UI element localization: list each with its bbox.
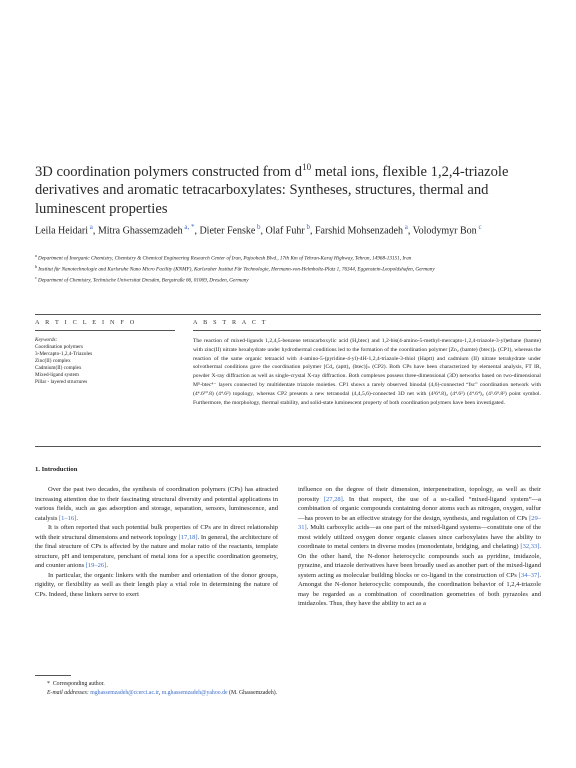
author-list (35, 221, 541, 238)
footnote-rule (35, 675, 71, 676)
article-info-heading: A R T I C L E I N F O (35, 319, 137, 326)
body-text: . Multi carboxylic acids—as one part of the mixed-ligand systems—constitute one of the most widely utilized oxygen donor organic classes since carboxylates have the ability to coordinate to metal centers in diverse modes (monodentate, bridging, and chelating) (298, 524, 541, 550)
citation-link[interactable]: [34–37] (518, 571, 540, 579)
affiliations (35, 252, 541, 285)
author-affiliation-mark[interactable]: b (304, 223, 310, 231)
abstract-heading: A B S T R A C T (193, 319, 268, 326)
body-text: influence on the degree of their dimension, interpenetration, topology, as well as their porosity (298, 486, 541, 503)
author-name[interactable]: Olaf Fuhr (265, 225, 305, 237)
author-affiliation-mark[interactable]: c (476, 223, 482, 231)
email-label: E-mail addresses: (47, 689, 89, 696)
body-text: . (76, 514, 78, 522)
keyword: Coordination polymers (35, 344, 83, 350)
affiliation (35, 263, 541, 274)
body-text: Over the past two decades, the synthesis of coordination polymers (CPs) has attracted increasing attention due to their fascinating structural diversity and potential applications in various fields, such as gas adsorption and storage, separation, sensors, luminescence, and catalysis (35, 486, 278, 522)
citation-link[interactable]: [19–26] (85, 562, 107, 569)
keyword: Mixed-ligand system (35, 372, 79, 378)
email-link-1[interactable]: mghassemzadeh@ccerci.ac.ir (90, 689, 159, 696)
keywords-title: Keywords: (35, 337, 58, 343)
author-affiliation-mark[interactable]: a (88, 223, 93, 231)
article-title: 3D coordination polymers constructed from $d^{10}$ metal ions, flexible 1,2,4-triazole derivatives and aromatic tetracarboxylates: Syntheses, structures, thermal and luminescent properties (35, 162, 509, 217)
citation-link[interactable]: [32,33] (520, 543, 540, 550)
affiliation-mark: a (35, 253, 38, 258)
keyword: 3-Mercapto-1,2,4-Triazoles (35, 351, 93, 357)
divider (35, 314, 541, 315)
keyword: Cadmium(II) complex (35, 365, 82, 371)
body-column-left (35, 485, 278, 599)
email-separator: , (158, 689, 162, 696)
author-separator: , (407, 225, 413, 237)
body-text: . In that respect, the use of a so-called “mixed-ligand system”—a combination of organic compounds containing donor atoms such as nitrogen, oxygen, sulfur—has proven to be an effective strategy for the design, synthesis, and regulation of CPs (298, 495, 541, 522)
body-paragraph (35, 571, 278, 600)
section-heading-introduction: 1. Introduction (35, 466, 78, 473)
author-separator: , (92, 225, 98, 237)
body-paragraph (35, 485, 278, 523)
email-link-2[interactable]: m.ghassemzadeh@yahoo.de (161, 689, 228, 696)
author-separator: , (309, 225, 315, 237)
body-text: . In general, the architecture of the final structure of CPs is affected by the nature and molar ratio of the reactants, template structure, pH and temperature, penchant of metal ions for a specific coordination geometry, and counter anions (35, 533, 278, 569)
citation-link[interactable]: [29–31] (298, 514, 541, 531)
keyword: Pillar - layered structures (35, 379, 88, 385)
affiliation (35, 252, 541, 263)
body-text: It is often reported that such potential bulk properties of CPs are in direct relationship with their structural dimensions and network topology (35, 524, 278, 541)
author-name[interactable]: Volodymyr Bon (412, 225, 477, 237)
body-paragraph (298, 485, 541, 609)
citation-link[interactable]: [27,28] (323, 495, 343, 503)
author-name[interactable]: Mitra Ghassemzadeh (97, 225, 183, 237)
author-affiliation-mark[interactable]: a (403, 223, 408, 231)
email-suffix: (M. Ghassemzadeh). (227, 689, 278, 696)
abstract-text: The reaction of mixed-ligands 1,2,4,5-benzene tetracarboxylic acid (H₄btec) and 1,2-bis(4-amino-5-methyl-mercapto-1,2,4-triazole-3-yl)ethane (bamte) with zinc(II) nitrate hexahydrate under hydrothermal conditions led to the formation of the coordination polymer [Zn₂ (bamte) (btec)]ₙ (CP1), whereas the reaction of the same organic tetraacid with 4-amino-5-(pyridine-4-yl)-4H-1,2,4-triazole-3-thiol (Haptt) and cadmium (II) nitrate tetrahydrate under solvothermal conditions gave the coordination polymer [Cd₂ (aptt)₂ (btec)]ₙ (CP2). Both CPs have been characterized by elemental analysis, FT IR, powder X-ray diffraction as well as single-crystal X-ray diffraction. Both complexes possess three-dimensional (3D) networks based on two-dimensional Mᴵᴵ-btec⁴⁻ layers connected by multidentate triazole moieties. CP1 shows a rarely observed binodal (4,6)-connected “fsc” coordination network with (4⁴.6¹⁰.8) (4⁴.6²) topology, whereas CP2 presents a new tetranodal (4,4,5,6)-connected 3D net with (4²6⁴.8)₂ (4⁴.6²) (4⁴.6⁴)₂ (4⁵.6⁸.8²) point symbol. Furthermore, the morphology, thermal stability, and solid-state luminescent property of both coordination polymers have been investigated. (193, 338, 541, 406)
keyword: Zinc(II) complex (35, 358, 71, 364)
author-affiliation-mark[interactable]: b (255, 223, 261, 231)
author-name[interactable]: Leila Heidari (35, 225, 89, 237)
affiliation-mark: c (35, 275, 38, 281)
footnote-mark: * (47, 681, 50, 687)
author-separator: , (260, 225, 266, 237)
body-text: In particular, the organic linkers with the number and orientation of the donor groups, rigidity, or flexibility as well as their length play a vital role in determining the nature of CPs. Indeed, these linkers serve to exert (35, 571, 278, 598)
body-column-right (298, 485, 541, 609)
affiliation-text: Department of Chemistry, Technische Universitat Dresden, Bergstraße 66, 01069, Dresden, Germany (37, 277, 249, 284)
author-separator: , (194, 225, 200, 237)
body-text: . Amongst the N-donor heterocyclic compounds, the coordination behavior of 1,2,4-triazole may be regarded as a combination of coordination geometries of both pyrazoles and imidazoles. Thus, they have the ability to act as a (298, 571, 541, 607)
citation-link[interactable]: [1–16] (59, 514, 77, 522)
divider (35, 330, 175, 331)
citation-link[interactable]: [17,18] (178, 533, 198, 541)
author-affiliation-mark[interactable]: a, * (182, 223, 195, 231)
affiliation (35, 274, 541, 285)
divider (193, 330, 541, 331)
body-text: . (106, 562, 108, 569)
body-paragraph (35, 523, 278, 571)
body-text: . On the other hand, the N-donor heterocyclic compounds such as pyridine, imidazole, pyrazine, and triazole derivatives have been broadly used as another part of the mixed-ligand system acting as molecular building blocks or co-ligand in the construction of CPs (298, 543, 541, 579)
author-name[interactable]: Dieter Fenske (199, 225, 256, 237)
footnote (47, 680, 527, 697)
affiliation-mark: b (35, 264, 39, 270)
footnote-corresponding: Corresponding author. (52, 681, 105, 687)
affiliation-text: Institut für Nanotechnologie and Karlsruhe Nano Micro Facility (KNMF), Karlsruher Institut Für Technologie, Hermann-von-Helmholtz-Platz 1, 76344, Eggenstein-Leopoldshafen, Germany (38, 266, 435, 273)
affiliation-text: Department of Inorganic Chemistry, Chemistry & Chemical Engineering Research Center of Iran, Pajoohesh Blvd., 17th Km of Tehran-Karaj Highway, Tehran, 14968-13151, Iran (37, 255, 412, 262)
author-name[interactable]: Farshid Mohsenzadeh (314, 225, 403, 237)
divider (35, 446, 541, 447)
keywords-block (35, 337, 175, 386)
